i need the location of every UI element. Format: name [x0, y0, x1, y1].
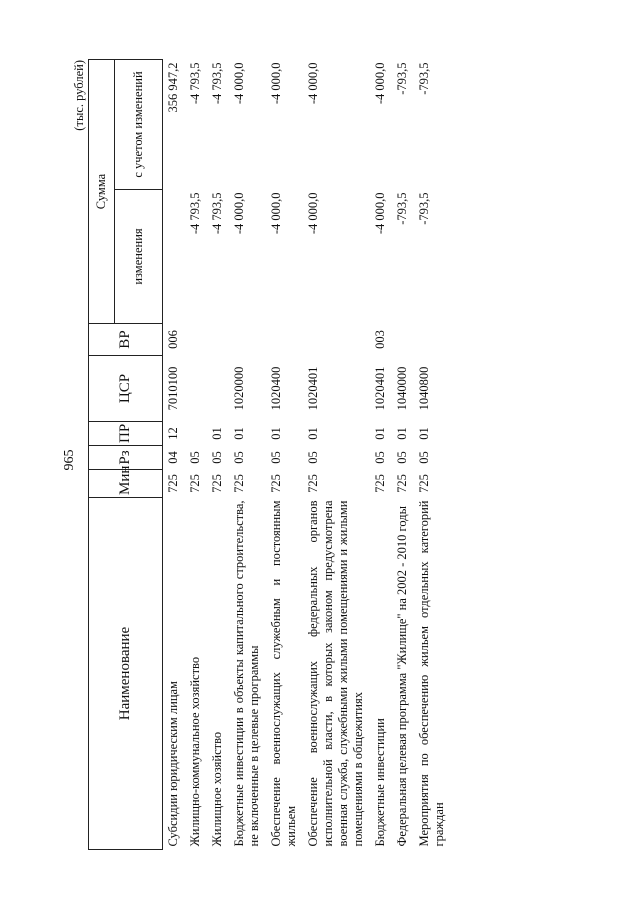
row-change: -4 000,0 — [373, 192, 387, 235]
row-min: 725 — [373, 474, 387, 493]
row-min: 725 — [232, 474, 246, 493]
table-row — [266, 60, 303, 850]
row-total: -793,5 — [417, 62, 431, 95]
row-rz: 05 — [269, 451, 283, 464]
row-change: -4 000,0 — [232, 192, 246, 235]
table-row — [229, 60, 266, 850]
row-min: 725 — [395, 474, 409, 493]
header-name: Наименование — [89, 498, 163, 850]
header-min: Мин — [89, 470, 163, 498]
table-row — [207, 60, 229, 850]
row-vr — [185, 324, 207, 356]
row-pr — [185, 422, 207, 446]
row-min: 725 — [188, 474, 202, 493]
row-change: -793,5 — [417, 192, 431, 225]
row-name: Обеспечение военнослужащих служебным и постоянным жильем — [269, 500, 298, 847]
row-pr: 12 — [166, 427, 180, 440]
row-vr — [392, 324, 414, 356]
row-pr: 01 — [417, 427, 431, 440]
row-change: -4 793,5 — [188, 192, 202, 235]
row-rz: 05 — [395, 451, 409, 464]
row-name: Мероприятия по обеспечению жильем отдельных категорий граждан — [417, 500, 446, 847]
row-total: -793,5 — [395, 62, 409, 95]
row-vr — [266, 324, 303, 356]
row-change: -4 000,0 — [306, 192, 320, 235]
header-csr: ЦСР — [89, 356, 163, 422]
row-rz: 05 — [417, 451, 431, 464]
row-min: 725 — [269, 474, 283, 493]
row-total: -4 793,5 — [188, 62, 202, 105]
rotated-page-content — [72, 60, 558, 850]
row-name: Жилищное хозяйство — [210, 731, 224, 847]
table-row — [370, 60, 392, 850]
table-row — [392, 60, 414, 850]
row-csr: 7010100 — [166, 366, 180, 411]
row-change: -793,5 — [395, 192, 409, 225]
row-vr — [414, 324, 451, 356]
page-number: 965 — [62, 449, 77, 471]
row-total: -4 793,5 — [210, 62, 224, 105]
row-change: -4 000,0 — [269, 192, 283, 235]
row-csr: 1020401 — [306, 366, 320, 411]
row-csr: 1040800 — [417, 366, 431, 411]
row-name: Жилищно-коммунальное хозяйство — [188, 656, 202, 847]
row-min: 725 — [210, 474, 224, 493]
row-pr: 01 — [232, 427, 246, 440]
row-name: Бюджетные инвестиции в объекты капитального строительства, не включенные в целевые программы — [232, 500, 261, 847]
header-vr: ВР — [89, 324, 163, 356]
table-row — [414, 60, 451, 850]
budget-table — [88, 59, 451, 850]
row-rz: 05 — [373, 451, 387, 464]
row-csr: 1040000 — [395, 366, 409, 411]
header-pr: ПР — [89, 422, 163, 446]
row-rz: 05 — [306, 451, 320, 464]
row-total: -4 000,0 — [232, 62, 246, 105]
row-min: 725 — [417, 474, 431, 493]
row-vr: 003 — [373, 330, 387, 349]
row-min: 725 — [306, 474, 320, 493]
table-row — [185, 60, 207, 850]
header-rz: Рз — [89, 446, 163, 470]
row-rz: 05 — [188, 451, 202, 464]
row-csr: 1020401 — [373, 366, 387, 411]
row-name: Федеральная целевая программа "Жилище" на 2002 - 2010 годы — [395, 505, 409, 847]
row-total: -4 000,0 — [373, 62, 387, 105]
row-rz: 05 — [232, 451, 246, 464]
row-vr: 006 — [166, 330, 180, 349]
row-pr: 01 — [373, 427, 387, 440]
row-csr — [185, 356, 207, 422]
row-total: -4 000,0 — [306, 62, 320, 105]
row-csr: 1020400 — [269, 366, 283, 411]
row-min: 725 — [166, 474, 180, 493]
table-row — [303, 60, 370, 850]
row-rz: 05 — [210, 451, 224, 464]
row-rz: 04 — [166, 451, 180, 464]
table-row — [163, 60, 186, 850]
row-change: -4 793,5 — [210, 192, 224, 235]
row-csr: 1020000 — [232, 366, 246, 411]
header-sum: Сумма — [89, 60, 115, 324]
row-vr — [207, 324, 229, 356]
row-name: Субсидии юридическим лицам — [166, 681, 180, 847]
row-pr: 01 — [306, 427, 320, 440]
row-name: Бюджетные инвестиции — [373, 718, 387, 847]
row-pr: 01 — [395, 427, 409, 440]
row-pr: 01 — [269, 427, 283, 440]
row-name: Обеспечение военнослужащих федеральных органов исполнительной власти, в которых законом предусмотрена военная служба, служебными жилыми помещениями и жилыми помещениями в общежитиях — [306, 500, 365, 847]
row-change — [163, 190, 186, 324]
header-change: изменения — [115, 190, 163, 324]
header-with-changes: с учетом изменений — [115, 60, 163, 190]
row-total: -4 000,0 — [269, 62, 283, 105]
unit-note: (тыс. рублей) — [72, 60, 86, 131]
row-pr: 01 — [210, 427, 224, 440]
row-vr — [303, 324, 370, 356]
row-total: 356 947,2 — [166, 62, 180, 113]
row-vr — [229, 324, 266, 356]
row-csr — [207, 356, 229, 422]
